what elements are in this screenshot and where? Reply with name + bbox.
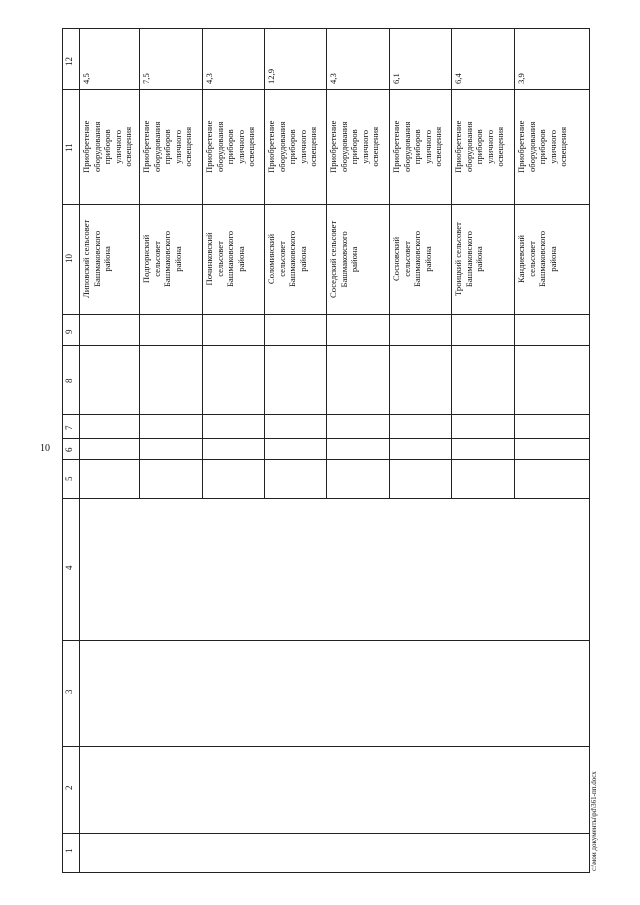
purpose-cell: Приобретение оборудования приборов уличного освещения [141, 120, 194, 173]
recipient-cell: Соседский сельсовет Башмаковского района [328, 220, 360, 298]
column-number: 10 [64, 254, 74, 263]
purpose-cell: Приобретение оборудования приборов уличного освещения [328, 120, 381, 173]
column-number: 1 [64, 848, 74, 853]
column-number: 7 [64, 425, 74, 430]
amount-cell: 4,3 [204, 73, 214, 84]
amount-cell: 6,4 [453, 73, 463, 84]
page-number: 10 [40, 443, 50, 454]
col-boundary-2-3 [62, 746, 590, 747]
purpose-cell: Приобретение оборудования приборов уличного освещения [453, 120, 506, 173]
recipient-cell: Соломинский сельсовет Башмаковского района [266, 230, 308, 287]
recipient-cell: Троицкий сельсовет Башмаковского района [453, 222, 485, 296]
row-separator [451, 28, 452, 498]
row-separator [139, 28, 140, 498]
column-number: 5 [64, 476, 74, 481]
purpose-cell: Приобретение оборудования приборов уличного освещения [516, 120, 569, 173]
row-separator [326, 28, 327, 498]
amount-cell: 7,5 [141, 73, 151, 84]
column-number: 4 [64, 565, 74, 570]
footer-file-path: c:\мои документы\pd\361-пп.docx [590, 771, 598, 871]
recipient-cell: Починковский сельсовет Башмаковского района [204, 230, 246, 287]
recipient-cell: Подгорнский сельсовет Башмаковского района [141, 230, 183, 287]
purpose-cell: Приобретение оборудования приборов уличного освещения [204, 120, 257, 173]
column-number: 12 [64, 57, 74, 66]
purpose-cell: Приобретение оборудования приборов уличного освещения [391, 120, 444, 173]
column-number: 9 [64, 329, 74, 334]
col-boundary-4-5 [62, 498, 590, 499]
purpose-cell: Приобретение оборудования приборов уличного освещения [81, 120, 134, 173]
column-number: 2 [64, 785, 74, 790]
amount-cell: 6,1 [391, 73, 401, 84]
recipient-cell: Липовский сельсовет Башмаковского района [81, 219, 113, 298]
amount-cell: 4,3 [328, 73, 338, 84]
amount-cell: 4,5 [81, 73, 91, 84]
col-boundary-1-2 [62, 833, 590, 834]
column-number: 6 [64, 447, 74, 452]
amount-cell: 12,9 [266, 68, 276, 84]
row-separator [389, 28, 390, 498]
column-number: 8 [64, 378, 74, 383]
purpose-cell: Приобретение оборудования приборов уличного освещения [266, 120, 319, 173]
recipient-cell: Сосновский сельсовет Башмаковского района [391, 230, 433, 287]
col-boundary-3-4 [62, 640, 590, 641]
row-separator [514, 28, 515, 498]
column-number: 3 [64, 689, 74, 694]
column-number: 11 [64, 143, 74, 152]
recipient-cell: Кандиевский сельсовет Башмаковского района [516, 230, 558, 287]
row-separator [264, 28, 265, 498]
row-separator [202, 28, 203, 498]
amount-cell: 3,9 [516, 73, 526, 84]
